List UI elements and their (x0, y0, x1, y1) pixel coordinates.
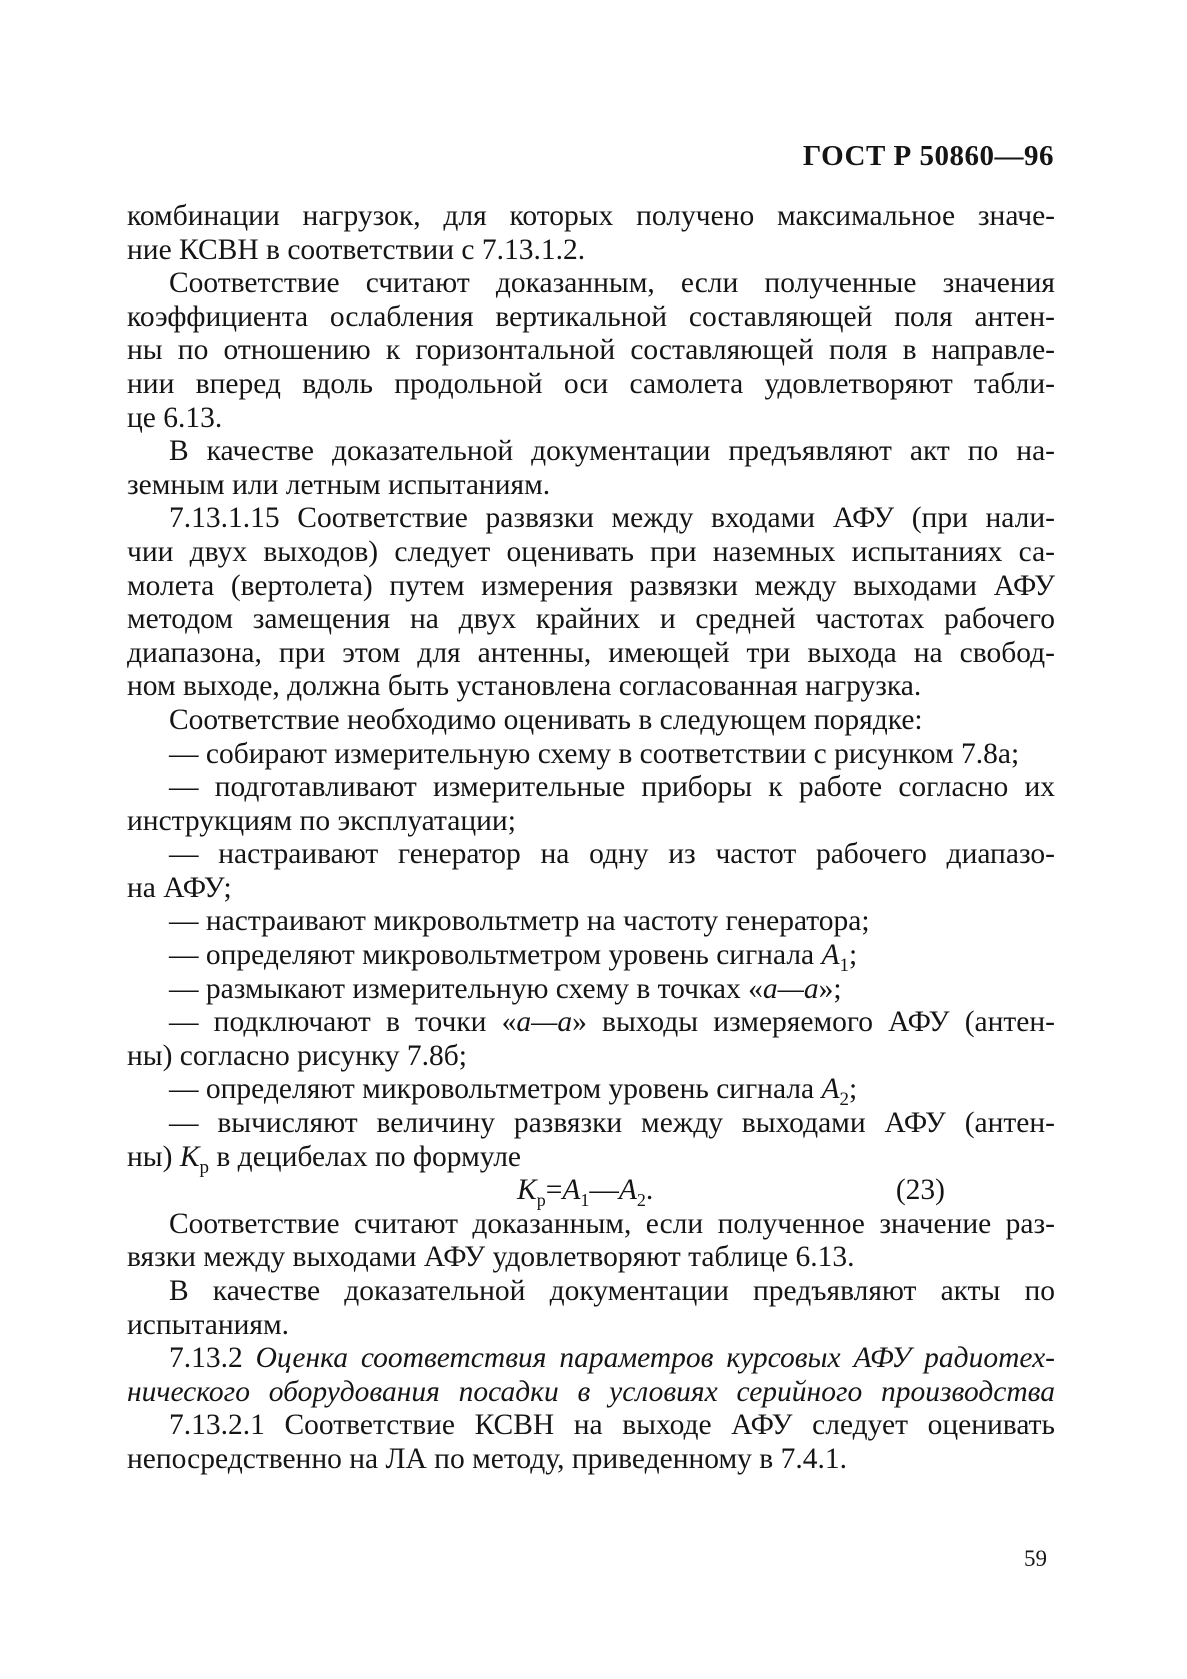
text-segment: ; (849, 1073, 858, 1106)
text-line: на АФУ; (127, 871, 232, 904)
text-line: 7.13.1.15 Соответствие развязки между входами АФУ (при нали- (169, 502, 1055, 535)
document-header: ГОСТ Р 50860—96 (802, 140, 1054, 172)
formula-k: K (517, 1174, 537, 1207)
formula-eq: = (545, 1174, 563, 1207)
text-line: чии двух выходов) следует оценивать при наземных испытаниях са- (127, 535, 1055, 568)
variable-kp: K (179, 1140, 200, 1173)
body-text (127, 200, 1055, 1477)
text-line: — подготавливают измерительные приборы к работе согласно их (169, 771, 1055, 804)
text-line (127, 1342, 1055, 1376)
text-segment: » выходы измеряемого АФУ (антен- (572, 1006, 1055, 1039)
text-line: нии вперед вдоль продольной оси самолета удовлетворяют табли- (127, 367, 1055, 400)
text-segment: — определяют микровольтметром уровень сигнала (169, 939, 822, 972)
text-line (127, 939, 1055, 976)
formula-minus: — (589, 1174, 619, 1207)
text-line (127, 1073, 1055, 1111)
text-line: В качестве доказательной документации предъявляют акт по на- (169, 435, 1055, 468)
text-segment: — определяют микровольтметром уровень сигнала (169, 1073, 822, 1106)
text-line: вязки между выходами АФУ удовлетворяют таблице 6.13. (127, 1241, 855, 1274)
text-line (127, 973, 1055, 1007)
text-line: нического оборудования посадки в условиях серийного производства (127, 1375, 1055, 1408)
text-segment: 7.13.2 (169, 1342, 256, 1375)
text-line: Соответствие необходимо оценивать в следующем порядке: (169, 703, 923, 736)
variable-a2: A (821, 1073, 840, 1106)
text-line: ны по отношению к горизонтальной составляющей поля в направле- (127, 334, 1055, 367)
page-number: 59 (1024, 1546, 1047, 1571)
subscript: 1 (839, 954, 850, 976)
text-segment: ны) (127, 1140, 180, 1173)
text-line: ном выходе, должна быть установлена согласованная нагрузка. (127, 670, 922, 703)
formula-a2: A (618, 1174, 637, 1207)
text-segment: »; (818, 972, 842, 1005)
point-label: а—а (762, 972, 819, 1005)
text-line: — собирают измерительную схему в соответствии с рисунком 7.8а; (169, 737, 1020, 770)
subscript: 2 (636, 1190, 646, 1211)
text-line: Соответствие считают доказанным, если полученное значение раз- (169, 1207, 1055, 1240)
formula-end: . (645, 1174, 654, 1207)
subscript: р (536, 1190, 546, 1211)
subscript: 2 (839, 1089, 850, 1111)
section-title: Оценка соответствия параметров курсовых АФУ радиотех- (255, 1342, 1055, 1375)
text-line: земным или летным испытаниям. (127, 468, 551, 501)
text-segment: — размыкают измерительную схему в точках « (169, 972, 763, 1005)
formula-number: (23) (895, 1174, 945, 1207)
text-segment: ; (849, 939, 858, 972)
text-line: инструкциям по эксплуатации; (127, 804, 516, 837)
text-segment: — подключают в точки « (169, 1006, 517, 1039)
text-line: — вычисляют величину развязки между выходами АФУ (антен- (169, 1107, 1055, 1140)
text-line: це 6.13. (127, 401, 223, 434)
text-segment: в децибелах по формуле (209, 1140, 522, 1173)
text-line: комбинации нагрузок, для которых получено максимальное значе- (127, 200, 1055, 232)
text-line: В качестве доказательной документации предъявляют акты по (169, 1275, 1055, 1307)
text-line (127, 1140, 1055, 1178)
text-line: 7.13.2.1 Соответствие КСВН на выходе АФУ следует оценивать (169, 1409, 1055, 1442)
formula-line (127, 1174, 1055, 1211)
formula-expression (517, 1174, 653, 1217)
text-line: методом замещения на двух крайних и средней частотах рабочего (127, 603, 1055, 636)
variable-a1: A (821, 939, 840, 972)
text-line (127, 1006, 1055, 1040)
subscript: 1 (580, 1190, 590, 1211)
text-line: испытаниям. (127, 1308, 290, 1341)
formula-a1: A (562, 1174, 581, 1207)
text-line: коэффициента ослабления вертикальной составляющей поля антен- (127, 300, 1055, 333)
text-line: Соответствие считают доказанным, если полученные значения (169, 267, 1055, 300)
point-label: а—а (516, 1006, 573, 1039)
text-line: — настраивают микровольтметр на частоту генератора; (169, 905, 870, 938)
text-line: диапазона, при этом для антенны, имеющей три выхода на свобод- (127, 636, 1055, 669)
text-line: ны) согласно рисунку 7.8б; (127, 1039, 467, 1072)
text-line: молета (вертолета) путем измерения развязки между выходами АФУ (127, 569, 1055, 602)
text-line: непосредственно на ЛА по методу, приведенному в 7.4.1. (127, 1442, 847, 1475)
text-line: ние КСВН в соответствии с 7.13.1.2. (127, 233, 586, 266)
text-line: — настраивают генератор на одну из частот рабочего диапазо- (169, 838, 1055, 871)
subscript: р (199, 1156, 209, 1178)
